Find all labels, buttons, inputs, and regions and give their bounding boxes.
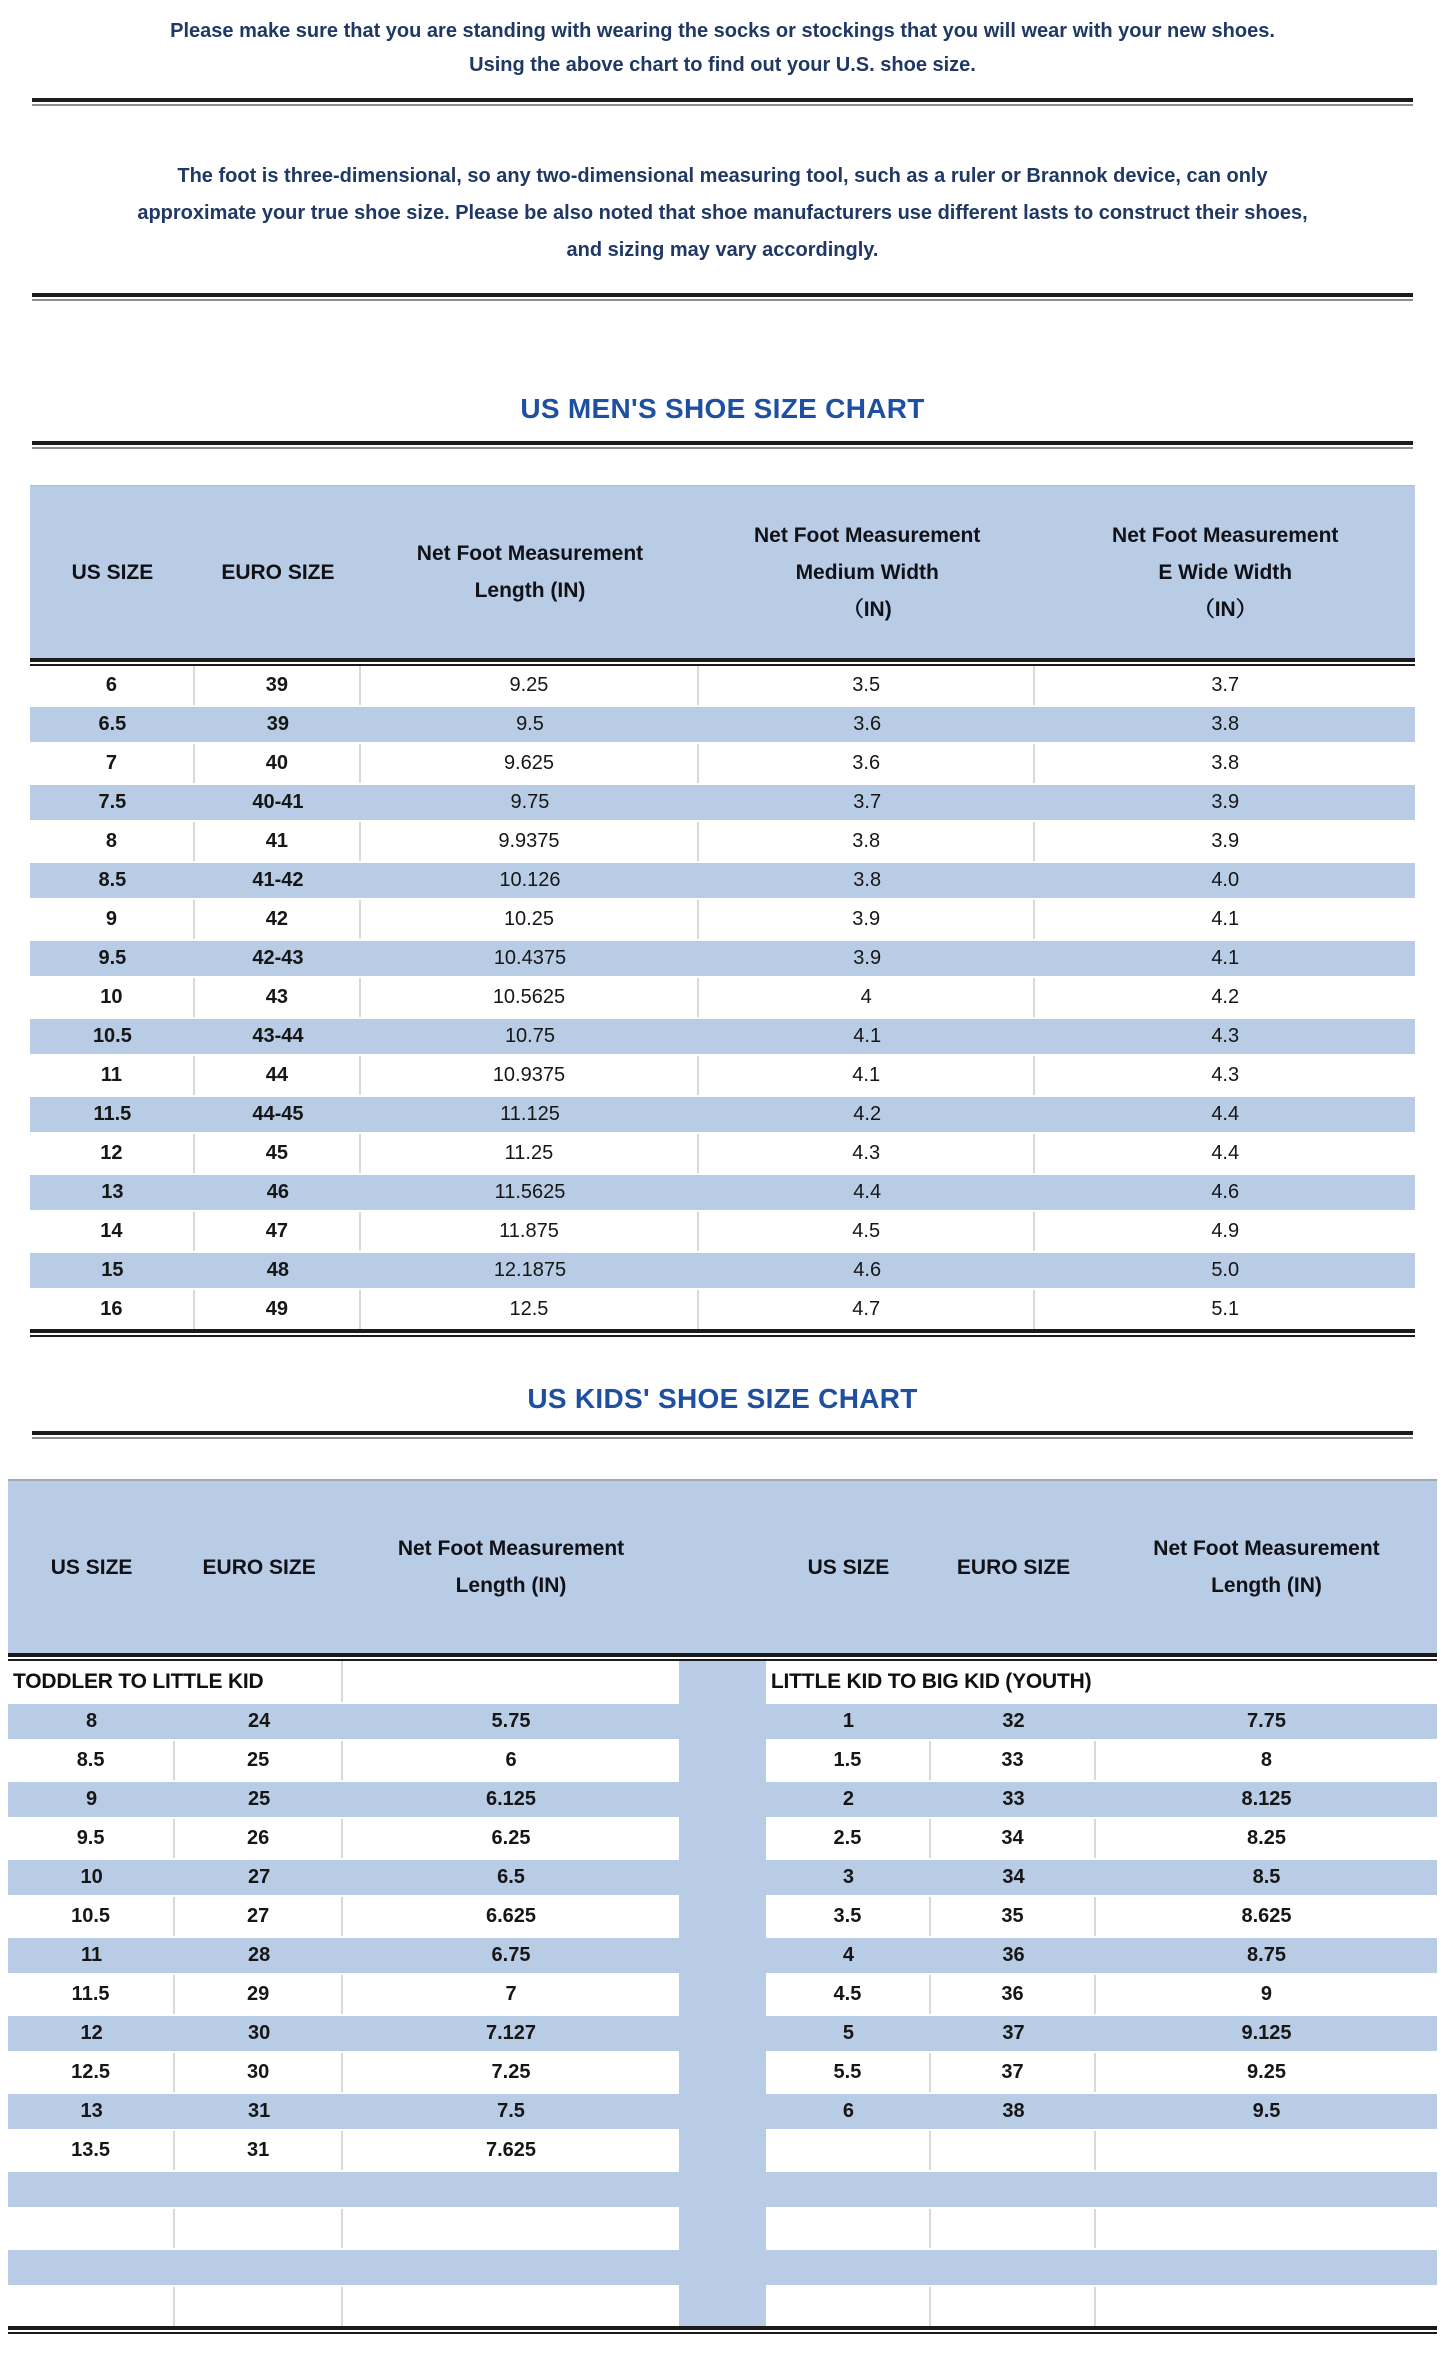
kids-size-table [8,1479,1437,2334]
kids-cell: 9.25 [1247,2061,1286,2083]
kids-table-row [8,1780,1437,1819]
kids-cell [931,2170,1096,2209]
mens-cell: 4.3 [1035,1017,1414,1056]
kids-cell [175,2209,343,2248]
kids-cell: 12.5 [8,2053,175,2092]
kids-table-row [8,1819,1437,1858]
mens-cell: 10.5 [30,1017,195,1056]
kids-cell [8,2170,175,2209]
mens-cell: 10.75 [361,1017,699,1056]
mens-cell: 9.9375 [361,822,699,861]
kids-cell: 7.127 [343,2014,679,2053]
mens-cell: 13 [30,1173,195,1212]
section-toddler-label: TODDLER TO LITTLE KID [8,1661,343,1702]
section-divider [32,441,1413,449]
mens-cell: 10 [30,978,195,1017]
mens-table-row [30,705,1415,744]
mens-cell: 4.1 [1211,908,1240,930]
kids-cell: 36 [931,1936,1096,1975]
mens-cell: 4.2 [1211,986,1240,1008]
table-gutter [679,2053,766,2092]
table-gutter [679,2014,766,2053]
table-gutter [679,1858,766,1897]
kids-cell: 6.25 [491,1827,531,1849]
kids-cell [8,2209,175,2248]
kids-cell: 8.75 [1096,1936,1437,1975]
mens-cell: 39 [195,666,361,705]
mens-table-row [30,939,1415,978]
kids-table-header [8,1479,1437,1653]
kids-cell: 10 [8,1858,175,1897]
kids-cell: 5.5 [766,2053,931,2092]
kids-table-row [8,2014,1437,2053]
kids-cell: 33 [931,1780,1096,1819]
mens-header-col-1: US SIZE [71,560,154,584]
kids-cell [8,2248,175,2287]
mens-table-body [30,666,1415,1329]
mens-cell: 6 [30,666,195,705]
mens-cell: 3.6 [699,744,1036,783]
mens-cell: 42 [195,900,361,939]
kids-table-row [8,2248,1437,2287]
mens-cell: 12 [30,1134,195,1173]
kids-cell: 8.125 [1096,1780,1437,1819]
mens-cell: 41-42 [195,861,361,900]
section-youth-label: LITTLE KID TO BIG KID (YOUTH) [770,1670,1092,1693]
mens-table-row [30,1173,1415,1212]
kids-header-left-col-2: EURO SIZE [202,1555,316,1579]
mens-cell: 9.25 [361,666,699,705]
mens-table-row [30,900,1415,939]
mens-cell: 11.25 [361,1134,699,1173]
kids-cell: 8 [8,1702,175,1741]
kids-cell: 1 [766,1702,931,1741]
mens-table-row [30,1017,1415,1056]
mens-cell: 7 [30,744,195,783]
kids-cell [931,2287,1096,2326]
mens-table-row [30,666,1415,705]
kids-chart-title: US KIDS' SHOE SIZE CHART [527,1383,918,1414]
kids-table-body [8,1702,1437,2326]
socks-note-line1: Please make sure that you are standing with wearing the socks or stockings that you will wear with your new shoes. [170,20,1275,42]
mens-cell: 9.5 [30,939,195,978]
mens-header-col-5: Net Foot Measurement E Wide Width （IN） [1112,523,1339,621]
mens-cell: 4.6 [1035,1173,1414,1212]
kids-cell: 9 [8,1780,175,1819]
mens-cell: 3.5 [699,666,1036,705]
mens-cell: 4.1 [699,1017,1036,1056]
mens-cell: 48 [195,1251,361,1290]
mens-cell: 4 [699,978,1036,1017]
kids-cell: 3.5 [766,1897,931,1936]
kids-cell [8,2287,175,2326]
mens-cell: 5.1 [1211,1298,1240,1320]
kids-cell [343,2209,679,2248]
mens-cell: 4.1 [699,1056,1036,1095]
mens-cell: 4.6 [699,1251,1036,1290]
kids-cell [175,2248,343,2287]
kids-cell [766,2209,931,2248]
kids-cell: 35 [931,1897,1096,1936]
table-gutter [679,2092,766,2131]
mens-cell: 12.1875 [361,1251,699,1290]
mens-cell: 10.9375 [361,1056,699,1095]
kids-cell [1096,2131,1437,2170]
kids-cell: 31 [175,2131,343,2170]
mens-cell: 4.1 [1035,939,1414,978]
kids-cell: 4 [766,1936,931,1975]
kids-cell: 34 [931,1858,1096,1897]
table-gutter [679,1819,766,1858]
table-gutter [679,1702,766,1741]
kids-table-row [8,1975,1437,2014]
kids-cell: 38 [931,2092,1096,2131]
table-gutter [679,2131,766,2170]
kids-cell [766,2170,931,2209]
mens-cell: 8.5 [30,861,195,900]
kids-table-row [8,2092,1437,2131]
table-gutter [679,1780,766,1819]
kids-cell: 25 [175,1780,343,1819]
kids-cell [931,2209,1096,2248]
table-gutter [679,1897,766,1936]
kids-cell [175,2287,343,2326]
kids-cell: 7.625 [485,2139,537,2161]
mens-cell: 3.7 [699,783,1036,822]
table-gutter [679,2170,766,2209]
kids-table-row [8,1702,1437,1741]
table-gutter [679,2287,766,2326]
mens-cell: 11.5625 [361,1173,699,1212]
mens-cell: 3.8 [699,822,1036,861]
kids-cell: 2 [766,1780,931,1819]
kids-cell [1096,2287,1437,2326]
kids-cell [766,2248,931,2287]
mens-table-row [30,1212,1415,1251]
kids-cell [931,2131,1096,2170]
kids-cell: 27 [175,1858,343,1897]
mens-cell: 3.9 [1035,783,1414,822]
kids-cell: 37 [931,2014,1096,2053]
kids-table-row [8,2053,1437,2092]
mens-cell: 16 [30,1290,195,1329]
kids-cell: 6.625 [485,1905,537,1927]
kids-header-right-col-1: US SIZE [807,1555,890,1579]
kids-cell: 30 [175,2053,343,2092]
mens-cell: 7.5 [30,783,195,822]
kids-header-right-col-2: EURO SIZE [956,1555,1071,1579]
mens-cell: 9.5 [361,705,699,744]
kids-cell: 13 [8,2092,175,2131]
table-gutter [679,2209,766,2248]
mens-cell: 3.9 [699,900,1036,939]
section-divider [32,1431,1413,1439]
mens-cell: 41 [195,822,361,861]
mens-cell: 4.4 [1211,1142,1240,1164]
mens-cell: 4.5 [699,1212,1036,1251]
kids-cell: 13.5 [8,2131,175,2170]
mens-cell: 4.7 [699,1290,1036,1329]
kids-cell: 33 [931,1741,1096,1780]
mens-cell: 3.8 [1211,752,1240,774]
kids-cell: 25 [175,1741,343,1780]
mens-header-col-2: EURO SIZE [221,560,335,584]
kids-cell [343,2170,679,2209]
kids-header-right-col-3: Net Foot Measurement Length (IN) [1153,1537,1380,1597]
measuring-note: The foot is three-dimensional, so any two-dimensional measuring tool, such as a ruler or Brannok device, can only approximate your true shoe size. Please be also noted that shoe manufacturers use different lasts to construct their shoes, and sizing may vary accordingly. [137,165,1308,261]
table-gutter [679,1975,766,2014]
mens-chart-title: US MEN'S SHOE SIZE CHART [520,393,925,424]
mens-cell: 3.8 [1035,705,1414,744]
kids-cell: 34 [931,1819,1096,1858]
kids-cell [931,2248,1096,2287]
kids-cell: 11.5 [8,1975,175,2014]
table-gutter [679,1741,766,1780]
socks-note-line2: Using the above chart to find out your U.S. shoe size. [469,54,976,76]
kids-cell [1096,2209,1437,2248]
kids-cell: 7 [505,1983,517,2005]
mens-cell: 12.5 [361,1290,699,1329]
socks-note [40,14,1405,82]
mens-cell: 9 [30,900,195,939]
mens-cell: 44 [195,1056,361,1095]
kids-cell: 7.5 [343,2092,679,2131]
mens-cell: 43 [195,978,361,1017]
kids-table-row [8,2287,1437,2326]
kids-cell: 6.5 [343,1858,679,1897]
kids-header-left-col-1: US SIZE [50,1555,133,1579]
mens-cell: 42-43 [195,939,361,978]
kids-table-row [8,1897,1437,1936]
kids-cell: 11 [8,1936,175,1975]
table-header-border [8,1653,1437,1661]
kids-section-row [8,1661,1437,1702]
kids-cell: 7.25 [491,2061,531,2083]
kids-cell: 8.5 [1096,1858,1437,1897]
mens-cell: 5.0 [1035,1251,1414,1290]
mens-cell: 10.5625 [361,978,699,1017]
mens-table-row [30,822,1415,861]
table-header-border [30,658,1415,666]
mens-cell: 45 [195,1134,361,1173]
kids-table-row [8,2209,1437,2248]
kids-cell: 4.5 [766,1975,931,2014]
kids-cell: 1.5 [766,1741,931,1780]
mens-cell: 10.4375 [361,939,699,978]
kids-cell: 36 [931,1975,1096,2014]
kids-cell: 8 [1260,1749,1273,1771]
kids-table-row [8,1936,1437,1975]
mens-table-row [30,1251,1415,1290]
mens-cell: 14 [30,1212,195,1251]
kids-cell: 12 [8,2014,175,2053]
mens-table-row [30,1095,1415,1134]
kids-cell: 10.5 [8,1897,175,1936]
kids-table-row [8,2170,1437,2209]
kids-cell [1096,2248,1437,2287]
table-gutter [679,1936,766,1975]
mens-table-row [30,1134,1415,1173]
kids-cell [343,2287,679,2326]
mens-cell: 3.9 [1211,830,1240,852]
kids-cell: 32 [931,1702,1096,1741]
kids-cell: 9 [1260,1983,1273,2005]
mens-cell: 9.625 [361,744,699,783]
mens-cell: 9.75 [361,783,699,822]
mens-table-row [30,783,1415,822]
mens-cell: 40-41 [195,783,361,822]
mens-cell: 44-45 [195,1095,361,1134]
mens-cell: 4.4 [1035,1095,1414,1134]
kids-cell: 8.5 [8,1741,175,1780]
mens-cell: 11.875 [361,1212,699,1251]
kids-cell: 26 [175,1819,343,1858]
kids-cell [343,2248,679,2287]
kids-cell: 29 [175,1975,343,2014]
mens-cell: 3.9 [699,939,1036,978]
mens-cell: 4.4 [699,1173,1036,1212]
mens-cell: 4.3 [699,1134,1036,1173]
kids-cell: 2.5 [766,1819,931,1858]
kids-cell: 8.25 [1247,1827,1286,1849]
mens-table-row [30,861,1415,900]
mens-cell: 4.2 [699,1095,1036,1134]
kids-cell: 37 [931,2053,1096,2092]
mens-cell: 11.5 [30,1095,195,1134]
mens-cell: 6.5 [30,705,195,744]
mens-cell: 3.6 [699,705,1036,744]
kids-cell: 30 [175,2014,343,2053]
mens-cell: 3.8 [699,861,1036,900]
kids-table-row [8,1858,1437,1897]
mens-cell: 10.126 [361,861,699,900]
mens-cell: 8 [30,822,195,861]
kids-cell [766,2131,931,2170]
mens-header-col-4: Net Foot Measurement Medium Width （IN) [754,523,981,621]
kids-cell: 8.625 [1241,1905,1292,1927]
mens-cell: 4.9 [1211,1220,1240,1242]
kids-cell [175,2170,343,2209]
mens-size-table [30,485,1415,1337]
kids-cell: 6 [766,2092,931,2131]
mens-cell: 40 [195,744,361,783]
mens-cell: 11 [30,1056,195,1095]
kids-cell: 6 [505,1749,517,1771]
mens-cell: 47 [195,1212,361,1251]
kids-cell [1096,2170,1437,2209]
table-bottom-border [8,2326,1437,2334]
table-gutter [679,1481,766,1653]
mens-table-header [30,485,1415,658]
kids-cell: 28 [175,1936,343,1975]
section-divider [32,98,1413,106]
mens-cell: 4.0 [1035,861,1414,900]
mens-cell: 4.3 [1211,1064,1240,1086]
table-gutter [679,2248,766,2287]
kids-table-row [8,1741,1437,1780]
mens-table-row [30,978,1415,1017]
mens-cell: 3.7 [1211,674,1240,696]
mens-cell: 46 [195,1173,361,1212]
mens-cell: 39 [195,705,361,744]
section-blank-cell [343,1661,679,1702]
table-gutter [679,1661,766,1702]
kids-cell: 5 [766,2014,931,2053]
kids-cell: 27 [175,1897,343,1936]
kids-cell [766,2287,931,2326]
kids-cell: 9.5 [1096,2092,1437,2131]
kids-cell: 6.125 [343,1780,679,1819]
mens-cell: 11.125 [361,1095,699,1134]
table-bottom-border [30,1329,1415,1337]
mens-cell: 15 [30,1251,195,1290]
mens-cell: 49 [195,1290,361,1329]
mens-table-row [30,1056,1415,1095]
mens-header-col-3: Net Foot Measurement Length (IN) [416,542,644,602]
section-divider [32,293,1413,301]
mens-table-row [30,744,1415,783]
kids-cell: 24 [175,1702,343,1741]
kids-cell: 3 [766,1858,931,1897]
kids-cell: 9.5 [8,1819,175,1858]
mens-cell: 43-44 [195,1017,361,1056]
kids-header-left-col-3: Net Foot Measurement Length (IN) [397,1537,625,1597]
kids-cell: 31 [175,2092,343,2131]
kids-cell: 7.75 [1096,1702,1437,1741]
kids-cell: 9.125 [1096,2014,1437,2053]
kids-cell: 6.75 [343,1936,679,1975]
kids-table-row [8,2131,1437,2170]
kids-cell: 5.75 [343,1702,679,1741]
mens-table-row [30,1290,1415,1329]
mens-cell: 10.25 [361,900,699,939]
